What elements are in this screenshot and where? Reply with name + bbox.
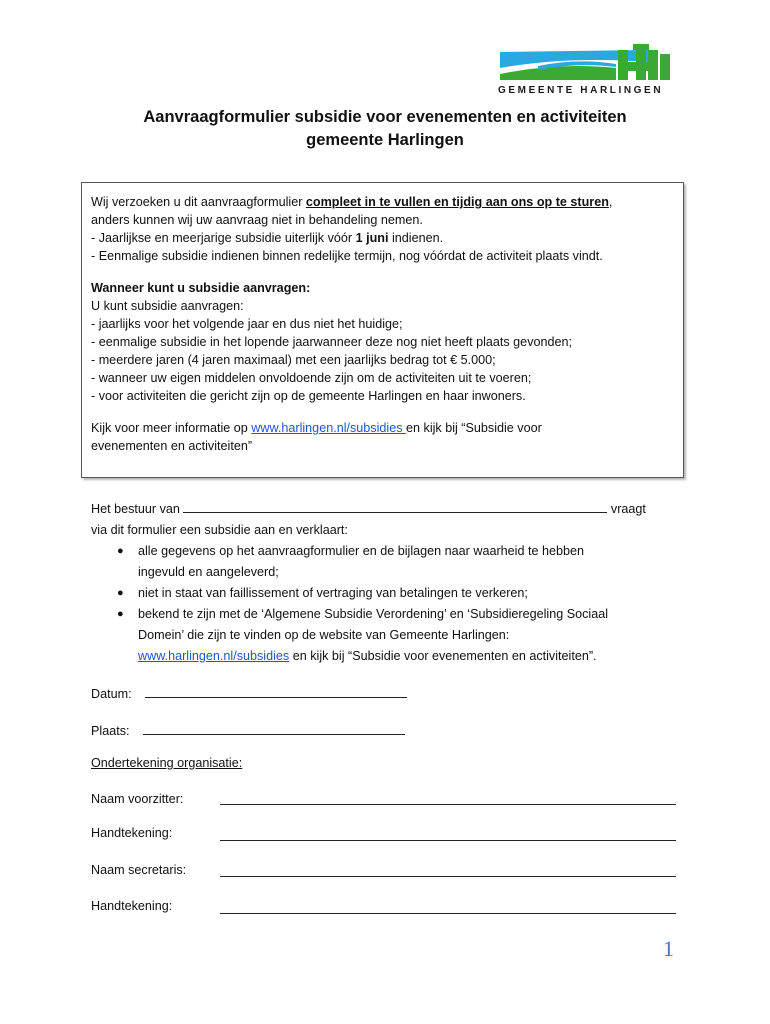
page-title	[0, 106, 770, 152]
chair-signature-field[interactable]	[220, 839, 676, 841]
logo-graphic	[498, 44, 678, 84]
info-emphasis: compleet in te vullen en tijdig aan ons op te sturen	[305, 195, 609, 209]
signature-heading: Ondertekening organisatie:	[91, 756, 243, 770]
board-line: Het bestuur van vraagt	[91, 498, 691, 520]
board-name-field[interactable]	[183, 498, 607, 513]
logo-text: GEMEENTE HARLINGEN	[498, 85, 664, 96]
page-number: 1	[663, 936, 674, 961]
title-line-1: Aanvraagformulier subsidie voor evenementen en activiteiten	[143, 108, 627, 126]
more-info-line-2: evenementen en activiteiten”	[91, 439, 253, 453]
when-item: - wanneer uw eigen middelen onvoldoende zijn om de activiteiten uit te voeren;	[91, 371, 532, 385]
list-item: ● niet in staat van faillissement of vertraging van betalingen te verkeren;	[91, 583, 691, 604]
declaration-intro: via dit formulier een subsidie aan en verklaart:	[91, 523, 348, 537]
declaration-list	[91, 541, 691, 667]
when-item: - voor activiteiten die gericht zijn op de gemeente Harlingen en haar inwoners.	[91, 389, 526, 403]
list-item: ● alle gegevens op het aanvraagformulier en de bijlagen naar waarheid te hebben ingevuld en aangeleverd;	[91, 541, 691, 583]
plaats-row	[91, 720, 405, 738]
title-line-2: gemeente Harlingen	[306, 131, 464, 149]
when-heading: Wanneer kunt u subsidie aanvragen:	[91, 281, 311, 295]
when-intro: U kunt subsidie aanvragen:	[91, 299, 244, 313]
subsidies-link[interactable]: www.harlingen.nl/subsidies	[251, 421, 407, 435]
plaats-label: Plaats:	[91, 724, 130, 738]
datum-label: Datum:	[91, 687, 132, 701]
when-item: - eenmalige subsidie in het lopende jaarwanneer deze nog niet heeft plaats gevonden;	[91, 335, 573, 349]
info-line-4: - Eenmalige subsidie indienen binnen redelijke termijn, nog vóórdat de activiteit plaats vindt.	[91, 249, 603, 263]
chair-name-label: Naam voorzitter:	[91, 792, 184, 806]
when-item: - jaarlijks voor het volgende jaar en dus niet het huidige;	[91, 317, 403, 331]
chair-name-field[interactable]	[220, 803, 676, 805]
secretary-name-field[interactable]	[220, 875, 676, 877]
secretary-signature-label: Handtekening:	[91, 899, 173, 913]
bullet-icon: ●	[117, 608, 124, 620]
when-item: - meerdere jaren (4 jaren maximaal) met een jaarlijks bedrag tot € 5.000;	[91, 353, 496, 367]
info-line-2: anders kunnen wij uw aanvraag niet in behandeling nemen.	[91, 213, 423, 227]
bullet-icon: ●	[117, 545, 124, 557]
datum-field[interactable]	[145, 683, 407, 698]
datum-row	[91, 683, 407, 701]
chair-signature-label: Handtekening:	[91, 826, 173, 840]
subsidies-link-2[interactable]: www.harlingen.nl/subsidies	[138, 649, 290, 663]
secretary-name-label: Naam secretaris:	[91, 863, 187, 877]
info-deadline: - Jaarlijkse en meerjarige subsidie uiterlijk vóór 1 juni indienen.	[91, 231, 444, 245]
secretary-signature-field[interactable]	[220, 912, 676, 914]
deadline-date: 1 juni	[355, 231, 389, 245]
list-item: ● bekend te zijn met de ‘Algemene Subsidie Verordening’ en ‘Subsidieregeling Sociaal Domein’ die zijn te vinden op de website van Gemeente Harlingen: www.harlingen.nl/subsidies en kijk bij “Subsidie voor evenementen en activiteiten”.	[91, 604, 691, 667]
more-info: Kijk voor meer informatie op www.harlingen.nl/subsidies en kijk bij “Subsidie voor	[91, 421, 542, 435]
gemeente-harlingen-logo	[498, 44, 678, 100]
declaration-section	[91, 498, 691, 667]
plaats-field[interactable]	[143, 720, 405, 735]
info-box	[81, 182, 684, 478]
bullet-icon: ●	[117, 587, 124, 599]
info-intro: Wij verzoeken u dit aanvraagformulier compleet in te vullen en tijdig aan ons op te sturen,	[91, 195, 613, 209]
